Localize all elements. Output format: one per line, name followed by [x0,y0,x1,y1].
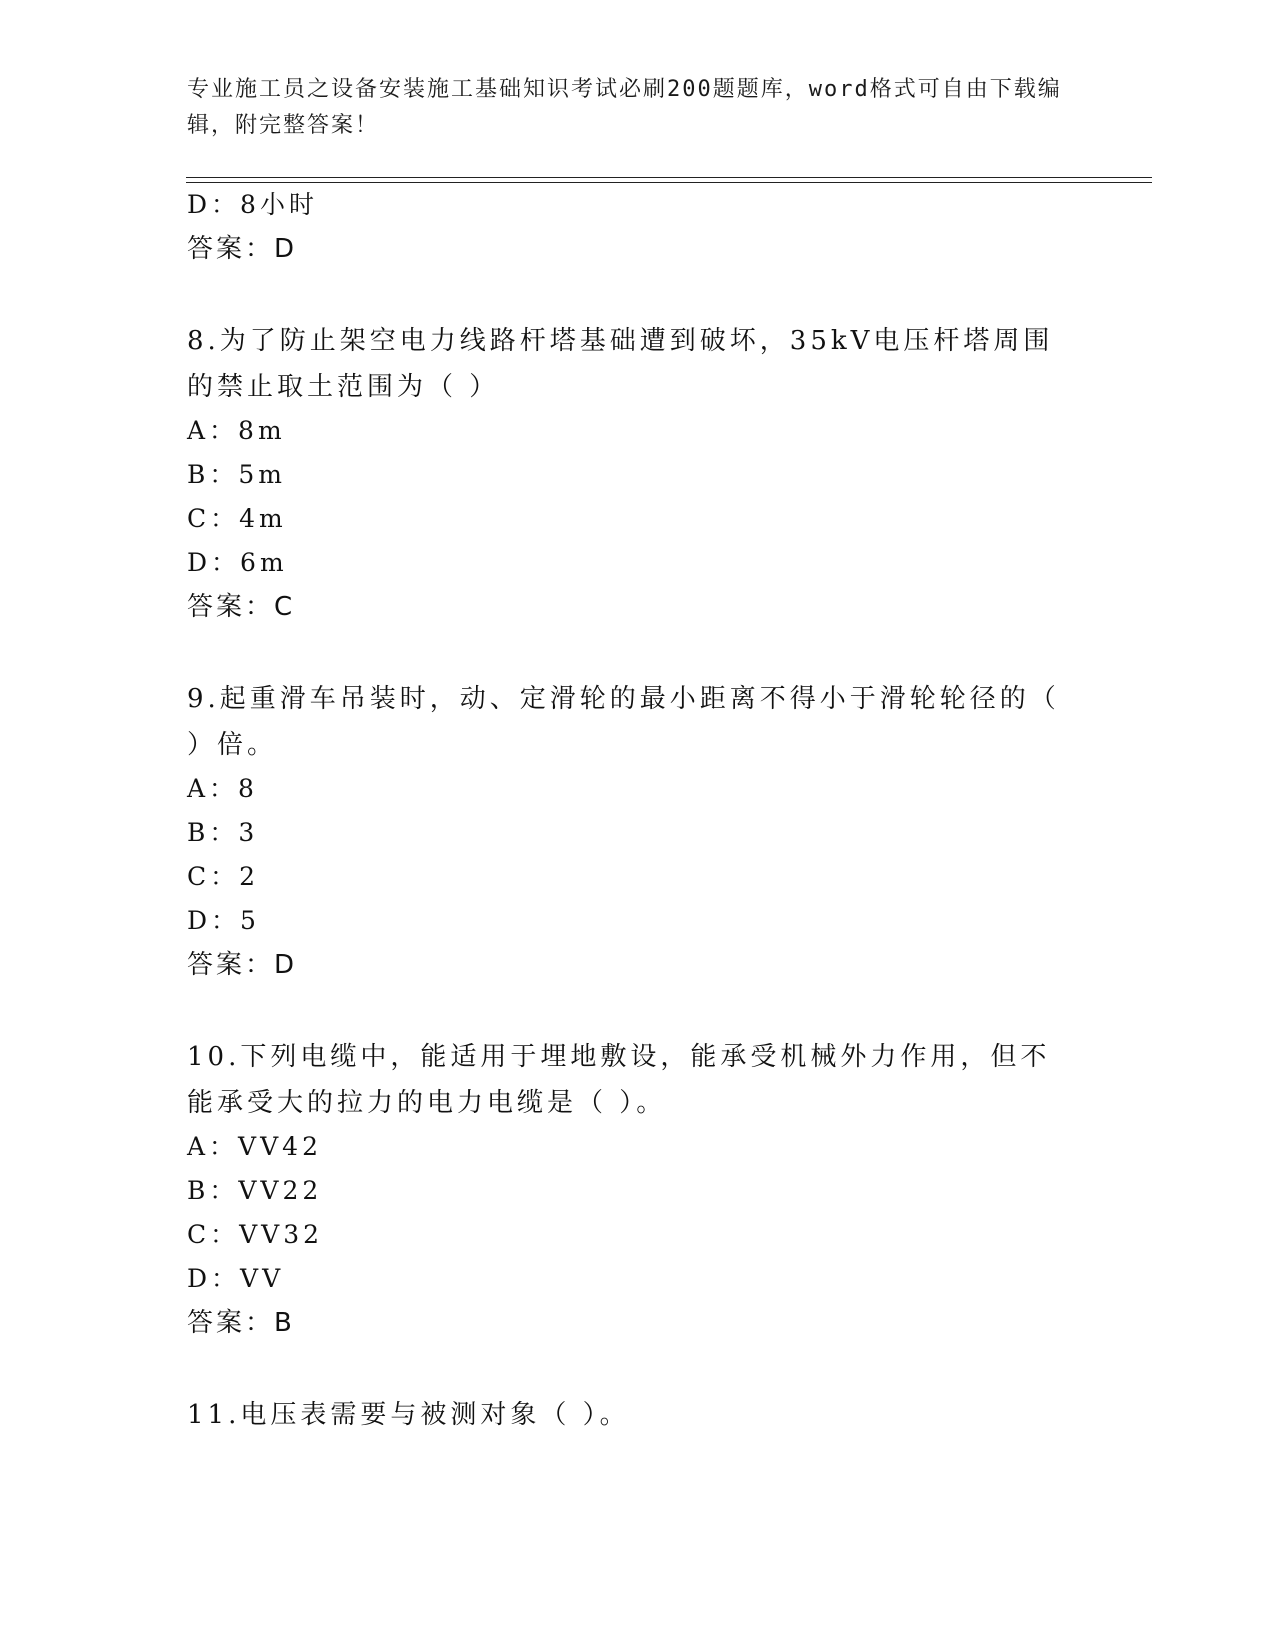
question-11-stem: 11.电压表需要与被测对象（ ）。 [187,1400,630,1430]
prev-answer: 答案：D [187,234,298,264]
question-9-stem: 9.起重滑车吊装时，动、定滑轮的最小距离不得小于滑轮轮径的（ ）倍。 [187,684,1060,760]
question-10-option-b: B：VV22 [187,1176,323,1205]
prev-option-d: D：8小时 [187,190,318,219]
question-9-option-a: A：8 [187,774,258,803]
question-10-stem: 10.下列电缆中，能适用于埋地敷设，能承受机械外力作用，但不能承受大的拉力的电力电缆是（ ）。 [187,1042,1051,1118]
question-9-option-b: B：3 [187,818,259,847]
header-divider-top [186,177,1152,178]
question-8-option-a: A：8m [187,416,286,445]
question-9-answer: 答案：D [187,950,298,980]
question-9-option-d: D：5 [187,906,260,935]
question-10-option-d: D：VV [187,1264,285,1293]
header-divider-bottom [186,182,1152,183]
question-9-option-c: C：2 [187,862,260,891]
document-header: 专业施工员之设备安装施工基础知识考试必刷200题题库，word格式可自由下载编辑，附完整答案！ [187,77,1062,138]
question-10-option-a: A：VV42 [187,1132,322,1161]
question-8-stem: 8.为了防止架空电力线路杆塔基础遭到破坏，35kV电压杆塔周围的禁止取土范围为（ ） [187,326,1054,402]
question-10-answer: 答案：B [187,1308,295,1338]
question-8-option-b: B：5m [187,460,286,489]
question-8-option-d: D：6m [187,548,288,577]
question-8-answer: 答案：C [187,592,296,622]
question-10-option-c: C：VV32 [187,1220,324,1249]
question-8-option-c: C：4m [187,504,287,533]
